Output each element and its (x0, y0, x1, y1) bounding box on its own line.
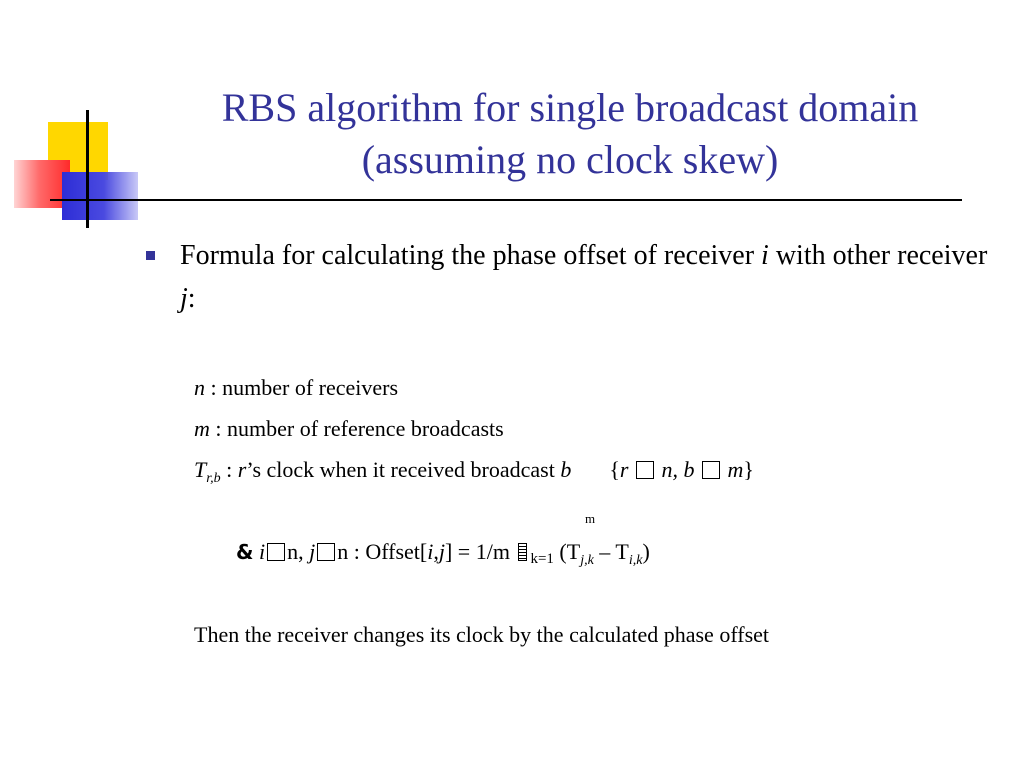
formula-j2: j (438, 539, 445, 564)
def-t-b: b (560, 457, 572, 482)
bullet-text-b: with other receiver (768, 240, 988, 271)
bullet-formula-description (180, 234, 1000, 320)
slide-title (130, 82, 1010, 186)
missing-glyph-icon (636, 461, 654, 479)
conclusion-text: Then the receiver changes its clock by the calculated phase offset (194, 622, 770, 647)
missing-glyph-icon (317, 543, 335, 561)
logo-blue-square (62, 172, 138, 220)
set-r: r (619, 457, 629, 482)
def-t-sub: r,b (206, 471, 221, 486)
missing-glyph-icon (267, 543, 285, 561)
set-b: b (683, 457, 695, 482)
formula-i2: i (427, 539, 434, 564)
def-m-var: m (194, 416, 210, 441)
def-n-desc: : number of receivers (205, 375, 399, 400)
sum-upper-limit: m (585, 511, 596, 526)
formula-minus: – T (593, 539, 629, 564)
def-t (194, 456, 754, 484)
offset-formula (236, 538, 650, 573)
bullet-text-c: : (187, 283, 196, 314)
title-underline (50, 199, 962, 201)
bullet-square-icon (146, 251, 155, 260)
formula-eq: ] = 1/m (444, 539, 516, 564)
summation-icon (518, 543, 527, 561)
forall-symbol-icon: & (236, 540, 254, 564)
def-m (194, 415, 504, 443)
bullet-text-a: Formula for calculating the phase offset of receiver (180, 240, 762, 271)
bullet-var-j: j (180, 283, 188, 314)
def-t-desc-a: : (220, 457, 238, 482)
formula-sub1: j,k (580, 553, 594, 568)
sum-lower-limit: k=1 (530, 551, 554, 567)
def-t-desc-b: ’s clock when it received broadcast (246, 457, 561, 482)
formula-sub2: i,k (628, 553, 643, 568)
def-t-r: r (237, 457, 247, 482)
set-close: } (743, 457, 754, 482)
def-n (194, 374, 398, 402)
set-open: { (609, 457, 620, 482)
title-line-1: RBS algorithm for single broadcast domain (221, 85, 919, 130)
formula-i: i (258, 539, 266, 564)
missing-glyph-icon (702, 461, 720, 479)
logo-vertical-line (86, 110, 89, 228)
def-t-var: T (194, 457, 207, 482)
formula-paren: (T (553, 539, 581, 564)
formula-n2: n : Offset[ (337, 539, 428, 564)
def-n-var: n (194, 375, 205, 400)
formula-n1: n, (287, 539, 310, 564)
formula-comma: , (433, 539, 439, 564)
def-m-desc: : number of reference broadcasts (209, 416, 504, 441)
formula-j: j (309, 539, 316, 564)
formula-close: ) (642, 539, 650, 564)
set-n: n, (655, 457, 684, 482)
bullet-var-i: i (761, 240, 769, 271)
title-line-2: (assuming no clock skew) (361, 137, 779, 182)
set-m: m (721, 457, 744, 482)
